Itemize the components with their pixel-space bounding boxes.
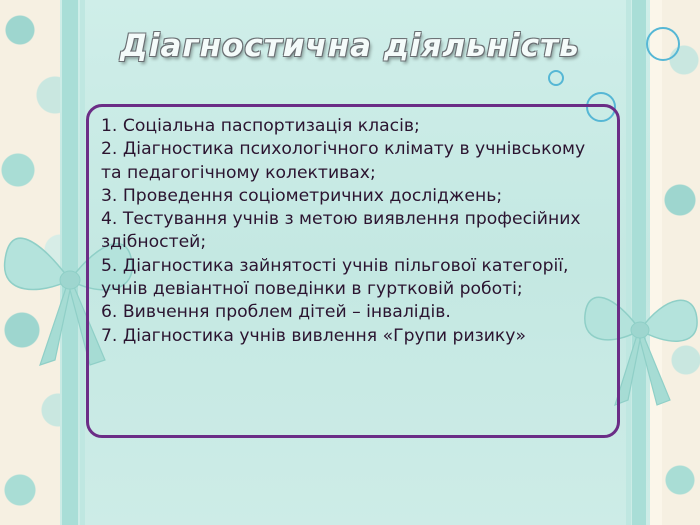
- list-item: 2. Діагностика психологічного клімату в учнівському та педагогічному колективах;: [101, 139, 586, 183]
- list-item: 1. Соціальна паспортизація класів;: [101, 116, 420, 136]
- bubble-small-icon: [548, 70, 564, 86]
- slide-title: Діагностична діяльність: [120, 28, 580, 64]
- content-box: [86, 104, 620, 438]
- list-item: 7. Діагностика учнів вивлення «Групи ризику»: [101, 325, 526, 346]
- list-item: 5. Діагностика зайнятості учнів пільгової категорії, учнів девіантної поведінки в гуртковій роботі;: [101, 255, 569, 300]
- list-item: 6. Вивчення проблем дітей – інвалідів.: [101, 302, 451, 323]
- activity-list: [101, 115, 607, 348]
- list-item: 3. Проведення соціометричних досліджень;: [101, 185, 503, 206]
- list-item: 4. Тестування учнів з метою виявлення професійних здібностей;: [101, 209, 581, 253]
